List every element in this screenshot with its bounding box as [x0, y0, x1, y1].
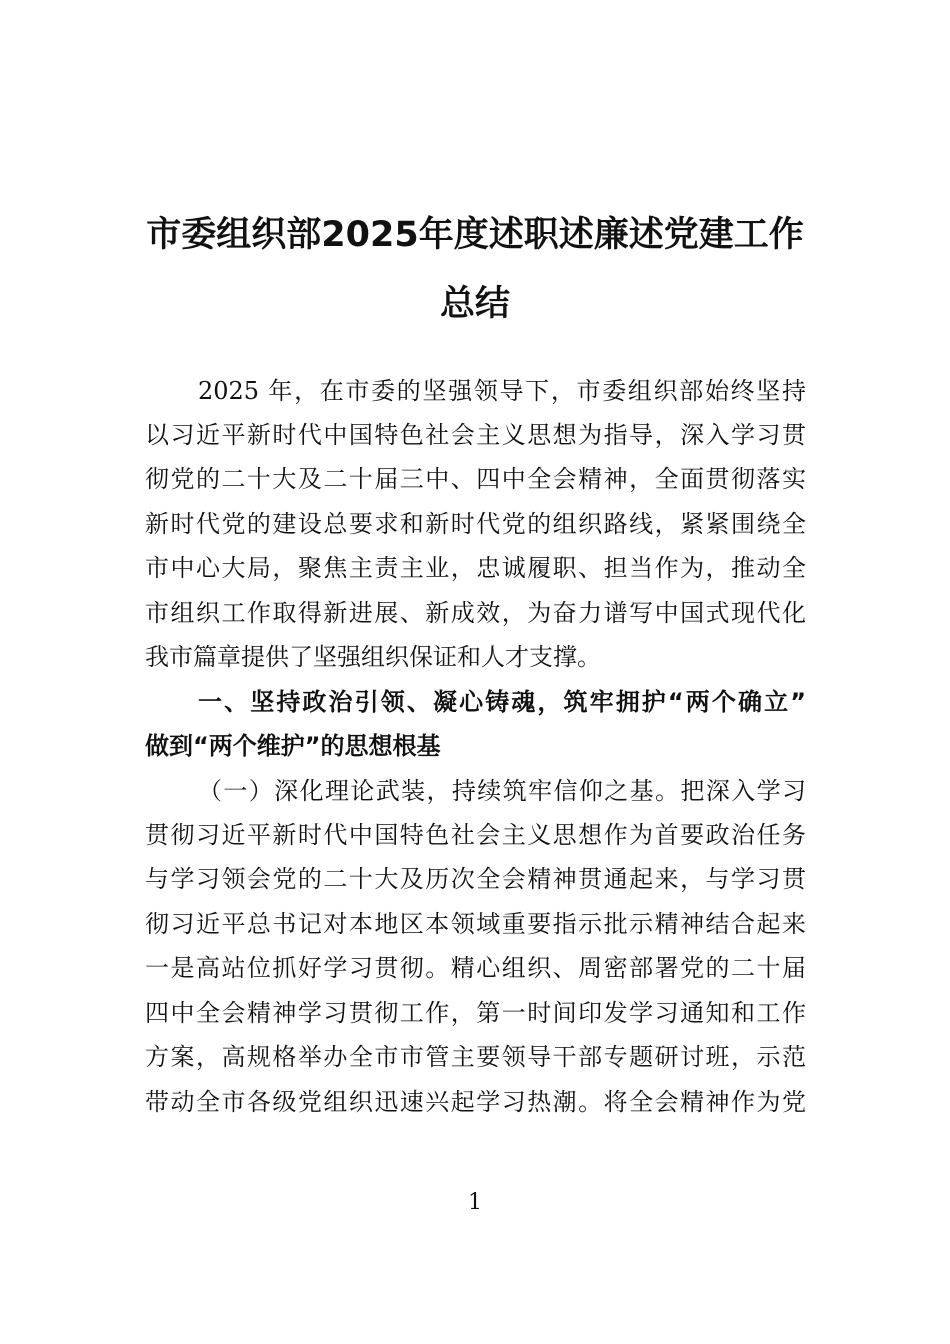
text-line: 彻党的二十大及二十届三中、四中全会精神，全面贯彻落实	[145, 465, 806, 493]
text-line: 带动全市各级党组织迅速兴起学习热潮。将全会精神作为党	[145, 1088, 806, 1116]
text-line: 2025 年，在市委的坚强领导下，市委组织部始终坚持	[198, 377, 806, 405]
text-line: 一是高站位抓好学习贯彻。精心组织、周密部署党的二十届	[145, 954, 806, 982]
text-line: 市组织工作取得新进展、新成效，为奋力谱写中国式现代化	[145, 599, 806, 627]
text-line: 以习近平新时代中国特色社会主义思想为指导，深入学习贯	[145, 421, 806, 449]
document-title-line-2: 总结	[439, 284, 510, 324]
page-number: 1	[468, 1190, 482, 1215]
text-line: 与学习领会党的二十大及历次全会精神贯通起来，与学习贯	[145, 865, 806, 893]
heading-line: 一、坚持政治引领、凝心铸魂，筑牢拥护“两个确立”	[198, 688, 806, 716]
heading-line: 做到“两个维护”的思想根基	[145, 732, 441, 760]
text-line: 方案，高规格举办全市市管主要领导干部专题研讨班，示范	[145, 1043, 806, 1071]
text-line: （一）深化理论武装，持续筑牢信仰之基。把深入学习	[198, 777, 806, 805]
text-line: 彻习近平总书记对本地区本领域重要指示批示精神结合起来	[145, 910, 806, 938]
text-line: 我市篇章提供了坚强组织保证和人才支撑。	[145, 643, 601, 671]
text-line: 市中心大局，聚焦主责主业，忠诚履职、担当作为，推动全	[145, 554, 806, 582]
text-line: 贯彻习近平新时代中国特色社会主义思想作为首要政治任务	[145, 821, 806, 849]
document-title-line-1: 市委组织部2025年度述职述廉述党建工作	[146, 215, 804, 255]
text-line: 四中全会精神学习贯彻工作，第一时间印发学习通知和工作	[145, 999, 806, 1027]
text-line: 新时代党的建设总要求和新时代党的组织路线，紧紧围绕全	[145, 510, 806, 538]
